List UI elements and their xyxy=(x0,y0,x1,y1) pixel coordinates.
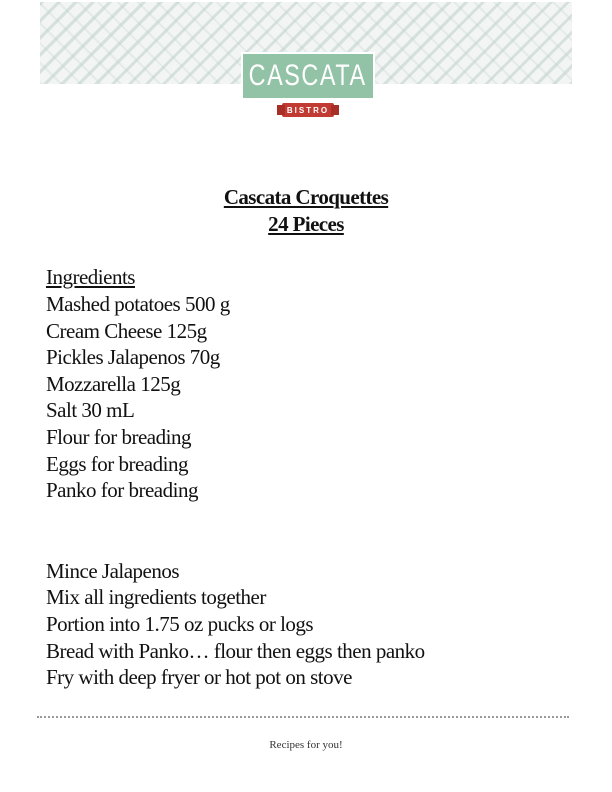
ingredients-heading: Ingredients xyxy=(46,265,135,289)
bistro-ribbon xyxy=(282,103,334,117)
recipe-title-block xyxy=(0,184,612,238)
logo-subtext: BISTRO xyxy=(286,105,330,115)
recipe-yield: 24 Pieces xyxy=(268,212,344,236)
step-item: Mix all ingredients together xyxy=(46,585,266,610)
ingredient-item: Mozzarella 125g xyxy=(46,371,181,396)
footer-divider xyxy=(37,716,569,718)
logo-text: CASCATA xyxy=(249,59,367,92)
recipe-title: Cascata Croquettes xyxy=(223,185,389,209)
step-item: Portion into 1.75 oz pucks or logs xyxy=(46,611,314,636)
ingredient-item: Mashed potatoes 500 g xyxy=(46,292,230,316)
footer-text: Recipes for you! xyxy=(269,739,343,751)
ingredients-list xyxy=(46,291,586,504)
ingredient-item: Salt 30 mL xyxy=(46,398,135,423)
ingredient-item: Flour for breading xyxy=(46,424,191,449)
step-item: Bread with Panko… flour then eggs then panko xyxy=(46,638,425,663)
ingredient-item: Panko for breading xyxy=(46,478,198,503)
ingredient-item: Cream Cheese 125g xyxy=(46,318,207,343)
ingredient-item: Pickles Jalapenos 70g xyxy=(46,345,220,370)
step-item: Mince Jalapenos xyxy=(46,558,180,583)
cascata-logo xyxy=(241,52,375,100)
step-item: Fry with deep fryer or hot pot on stove xyxy=(46,665,352,690)
steps-list xyxy=(46,558,586,691)
recipe-content xyxy=(46,264,586,691)
ingredient-item: Eggs for breading xyxy=(46,451,188,476)
